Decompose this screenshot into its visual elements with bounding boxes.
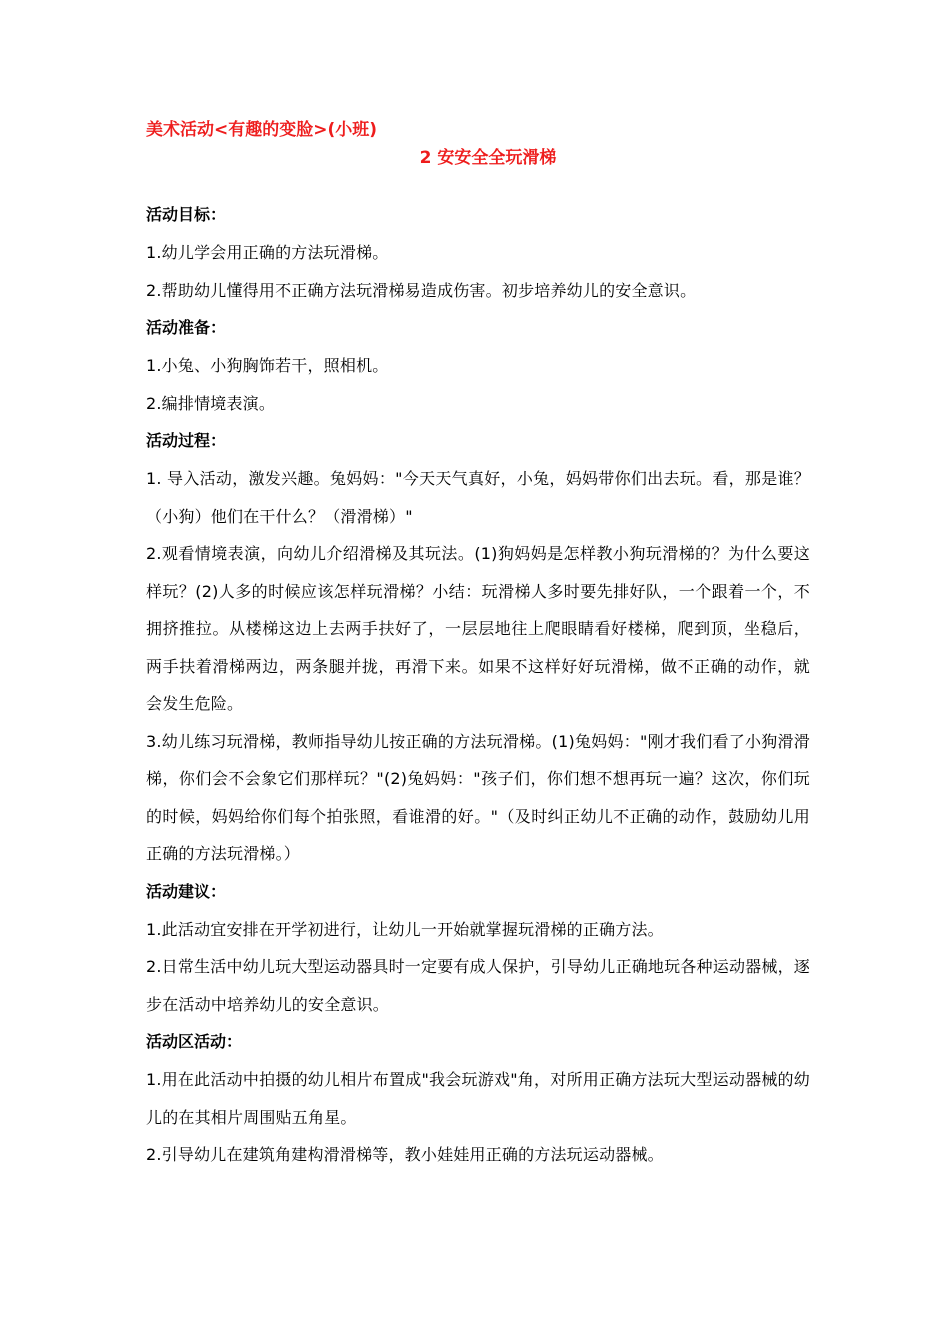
list-item: 2.日常生活中幼儿玩大型运动器具时一定要有成人保护，引导幼儿正确地玩各种运动器械，逐步在活动中培养幼儿的安全意识。 [146,957,810,1014]
document-subtitle: 2 安安全全玩滑梯 [419,148,557,168]
list-item: 1.幼儿学会用正确的方法玩滑梯。 [146,243,389,262]
list-item: 1.此活动宜安排在开学初进行，让幼儿一开始就掌握玩滑梯的正确方法。 [146,919,664,939]
list-item: 1.用在此活动中拍摄的幼儿相片布置成"我会玩游戏"角，对所用正确方法玩大型运动器械的幼儿的在其相片周围贴五角星。 [146,1070,810,1127]
list-item: 2.帮助幼儿懂得用不正确方法玩滑梯易造成伤害。初步培养幼儿的安全意识。 [146,280,697,300]
section-heading: 活动区活动： [146,1032,243,1051]
section-heading: 活动目标： [146,205,227,224]
list-item: 2.观看情境表演，向幼儿介绍滑梯及其玩法。(1)狗妈妈是怎样教小狗玩滑梯的？为什么要这样玩？(2)人多的时候应该怎样玩滑梯？小结：玩滑梯人多时要先排好队，一个跟着一个，不拥挤推拉。从楼梯这边上去两手扶好了，一层层地往上爬眼睛看好楼梯，爬到顶，坐稳后，两手扶着滑梯两边，两条腿并拢，再滑下来。如果不这样好好玩滑梯，做不正确的动作，就会发生危险。 [146,544,810,713]
list-item: 3.幼儿练习玩滑梯，教师指导幼儿按正确的方法玩滑梯。(1)兔妈妈："刚才我们看了小狗滑滑梯，你们会不会象它们那样玩？"(2)兔妈妈："孩子们，你们想不想再玩一遍？这次，你们玩的时候，妈妈给你们每个拍张照，看谁滑的好。"（及时纠正幼儿不正确的动作，鼓励幼儿用正确的方法玩滑梯。） [146,731,810,863]
section-area-activities [146,1023,810,1174]
section-suggestions [146,873,810,1024]
list-item: 1.小兔、小狗胸饰若干，照相机。 [146,356,389,375]
list-item: 2.编排情境表演。 [146,393,276,413]
section-process [146,422,810,873]
list-item: 2.引导幼儿在建筑角建构滑滑梯等，教小娃娃用正确的方法玩运动器械。 [146,1145,664,1164]
section-heading: 活动准备： [146,318,227,337]
section-heading: 活动过程： [146,431,227,450]
section-goals [146,196,810,309]
document-body [146,118,810,1174]
list-item: 1. 导入活动，激发兴趣。兔妈妈："今天天气真好，小兔，妈妈带你们出去玩。看，那是谁？（小狗）他们在干什么？（滑滑梯）" [146,469,810,526]
document-title: 美术活动<有趣的变脸>(小班) [146,120,378,140]
section-heading: 活动建议： [146,881,227,901]
section-preparation [146,309,810,422]
